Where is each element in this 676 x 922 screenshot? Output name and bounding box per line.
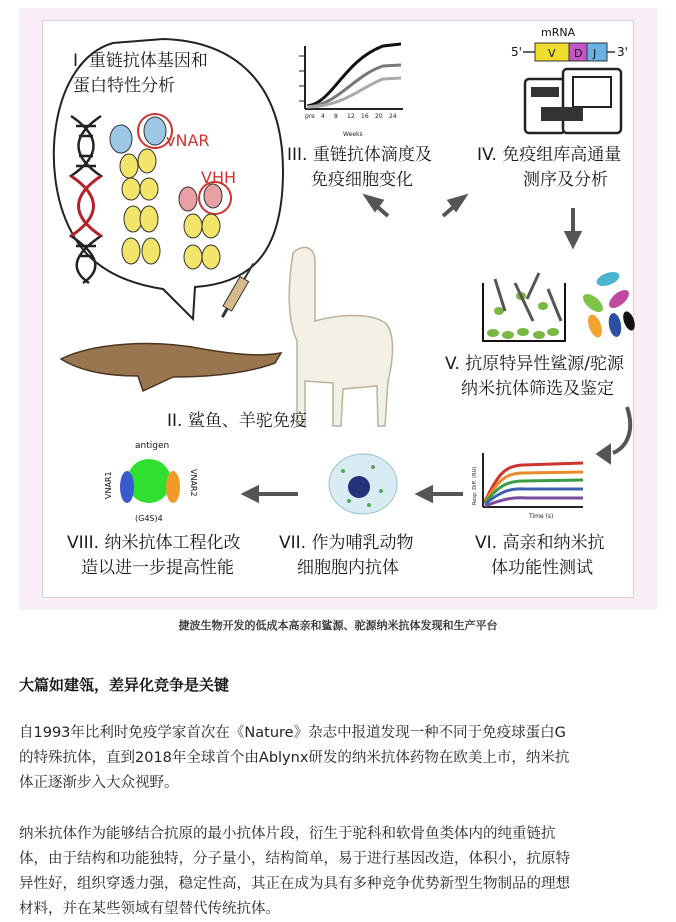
shark-icon [61,344,281,391]
resp-label: Resp. Diff. (RU) [472,466,478,505]
step-6-line: 体功能性测试 [491,558,593,578]
step-8-label [67,531,240,581]
paragraph-line: 体，由于结构和功能独特，分子量小，结构简单，易于进行基因改造，体积小，抗原特 [19,851,570,867]
step-4-label [477,143,621,193]
section-heading: 大篇如建瓴，差异化竞争是关键 [19,676,230,694]
titer-tick: 4 [321,113,325,120]
binding-curve-icon [472,453,583,520]
step-2-label [167,409,307,434]
step-5-line: 纳米抗体筛选及鉴定 [461,379,614,399]
step-6-label [475,531,604,581]
titer-tick: 20 [375,113,383,120]
antigen-label: antigen [135,441,170,451]
step-1-line: 蛋白特性分析 [73,76,175,96]
titer-ticks [305,113,397,120]
step-8-line: 造以进一步提高性能 [81,558,234,578]
step-3-line: 免疫细胞变化 [311,170,413,190]
intrabody-cell-icon [329,454,397,514]
step-7-line: 细胞胞内抗体 [297,558,399,578]
paragraph-line: 的特殊抗体，直到2018年全球首个由Ablynx研发的纳米抗体药物在欧美上市，纳米抗 [19,750,570,766]
paragraph-line: 材料，并在某些领域有望替代传统抗体。 [19,901,280,917]
linker-label: (G4S)4 [135,514,163,523]
three-prime-label: 3' [617,45,628,59]
step-6-line: VI. 高亲和纳米抗 [475,533,605,553]
mrna-construct-icon [511,26,628,61]
arrow-icon [613,407,630,453]
titer-tick: 8 [334,113,338,120]
arrow-icon [245,488,257,500]
mrna-label: mRNA [541,26,576,39]
gene-v: V [548,47,556,60]
paragraph-line: 异性好，组织穿透力强，稳定性高，其正在成为具有多种竞争优势新型生物制品的理想 [19,876,570,892]
step-2-line: II. 鲨鱼、羊驼免疫 [167,411,307,431]
paragraph-1 [19,721,659,796]
step-4-line: 测序及分析 [523,170,608,190]
nanobody-colors [580,269,635,339]
figure-panel [19,8,657,610]
titer-tick: 12 [347,113,355,120]
vnar2-label: VNAR2 [189,469,198,497]
step-3-line: III. 重链抗体滴度及 [287,145,432,165]
paragraph-line: 纳米抗体作为能够结合抗原的最小抗体片段，衍生于驼科和软骨鱼类体内的纯重链抗 [19,826,556,842]
engineered-nanobody-icon [104,441,198,523]
gene-j: J [593,47,597,60]
sequencer-icon [525,69,621,133]
titer-tick: 24 [389,113,397,120]
vnar-label: vNAR [166,131,210,150]
step-7-line: VII. 作为哺乳动物 [279,533,414,553]
figure-artwork [43,21,635,599]
gene-d: D [574,47,583,60]
weeks-label: Weeks [343,131,363,138]
titer-chart-icon [299,44,403,138]
time-label: Time (s) [529,513,554,520]
vhh-label: VHH [201,168,237,187]
vnar1-label: VNAR1 [104,471,113,499]
titer-tick: pre [305,113,315,120]
arrow-icon [419,488,431,500]
step-8-line: VIII. 纳米抗体工程化改 [67,533,241,553]
arrow-icon [599,447,609,461]
step-5-label [445,352,624,402]
step-3-label [287,143,432,193]
paragraph-line: 自1993年比利时免疫学家首次在《Nature》杂志中报道发现一种不同于免疫球蛋白G [19,725,566,741]
paragraph-line: 体正逐渐步入大众视野。 [19,775,179,791]
paragraph-2 [19,822,659,922]
step-5-line: V. 抗原特异性鲨源/驼源 [445,354,624,374]
step-4-line: IV. 免疫组库高通量 [477,145,622,165]
step-1-line: I. 重链抗体基因和 [73,51,208,71]
step-7-label [279,531,413,581]
five-prime-label: 5' [511,45,522,59]
platform-figure [42,20,634,598]
screening-icon [483,269,635,341]
figure-caption: 捷波生物开发的低成本高亲和鲨源、驼源纳米抗体发现和生产平台 [178,619,498,632]
arrow-icon [567,233,579,245]
alpaca-icon [289,247,392,426]
step-1-label [73,49,208,99]
titer-tick: 16 [361,113,369,120]
